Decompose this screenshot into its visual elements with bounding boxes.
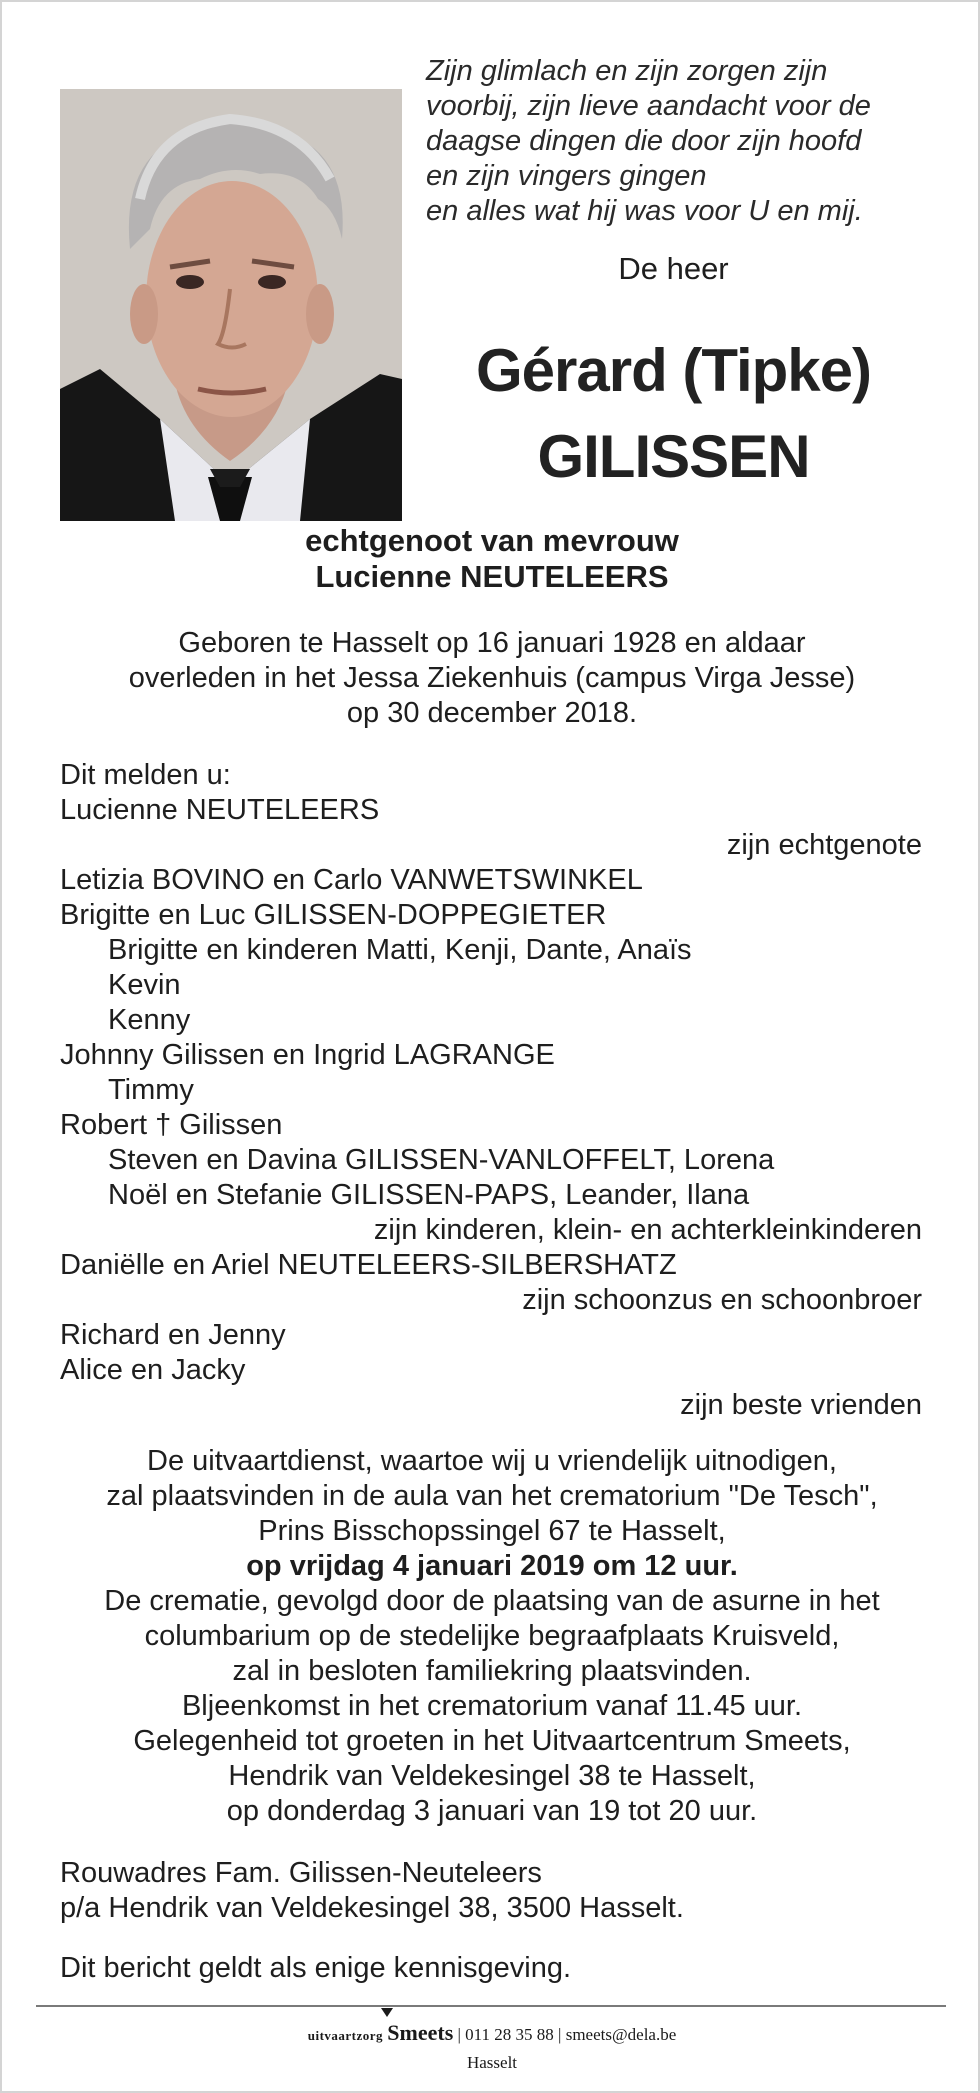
family-member: Robert † Gilissen — [60, 1109, 283, 1141]
family-member: Kenny — [108, 1004, 191, 1036]
birth-death-info — [2, 626, 980, 731]
info-line: Geboren te Hasselt op 16 januari 1928 en aldaar — [178, 627, 806, 659]
relation-label: zijn schoonzus en schoonbroer — [522, 1284, 922, 1316]
footer-city: Hasselt — [466, 2053, 518, 2072]
poem-line: Zijn glimlach en zijn zorgen zijn — [426, 55, 828, 87]
mourning-address — [60, 1856, 922, 1926]
service-line: De crematie, gevolgd door de plaatsing van de asurne in het — [104, 1585, 880, 1617]
brand-triangle-icon — [381, 2008, 393, 2017]
family-member: Brigitte en Luc GILISSEN-DOPPEGIETER — [60, 899, 607, 931]
last-name: GILISSEN — [537, 423, 810, 490]
service-line: zal plaatsvinden in de aula van het crematorium "De Tesch", — [106, 1480, 878, 1512]
service-date: op vrijdag 4 januari 2019 om 12 uur. — [246, 1550, 738, 1582]
funeral-service-info — [2, 1444, 980, 1829]
relation-label: zijn beste vrienden — [680, 1389, 922, 1421]
memorial-poem — [426, 54, 946, 229]
family-member: Kevin — [108, 969, 181, 1001]
poem-line: daagse dingen die door zijn hoofd — [426, 125, 862, 157]
phone-number: | 011 28 35 88 | — [457, 2025, 562, 2044]
service-line: Prins Bisschopssingel 67 te Hasselt, — [258, 1515, 726, 1547]
service-line: Hendrik van Veldekesingel 38 te Hasselt, — [228, 1760, 756, 1792]
address-line: Rouwadres Fam. Gilissen-Neuteleers — [60, 1857, 542, 1889]
service-line: Bljeenkomst in het crematorium vanaf 11.45 uur. — [181, 1690, 803, 1722]
relation-label: zijn kinderen, klein- en achterkleinkinderen — [373, 1214, 922, 1246]
family-member: Richard en Jenny — [60, 1319, 286, 1351]
email-link[interactable]: smeets@dela.be — [565, 2025, 677, 2044]
intro-line: Dit melden u: — [60, 759, 231, 791]
family-member: Letizia BOVINO en Carlo VANWETSWINKEL — [60, 864, 643, 896]
poem-line: en zijn vingers gingen — [426, 160, 707, 192]
info-line: overleden in het Jessa Ziekenhuis (campus Virga Jesse) — [128, 662, 856, 694]
funeral-home-footer — [2, 2018, 980, 2075]
deceased-name — [426, 328, 921, 500]
footer-contact-line — [2, 2018, 980, 2051]
first-name: Gérard (Tipke) — [475, 337, 871, 404]
family-member: Daniëlle en Ariel NEUTELEERS-SILBERSHATZ — [60, 1249, 677, 1281]
relation-label: zijn echtgenote — [726, 829, 922, 861]
info-line: op 30 december 2018. — [346, 697, 638, 729]
spouse-line: echtgenoot van mevrouw — [305, 523, 679, 558]
family-member: Johnny Gilissen en Ingrid LAGRANGE — [60, 1039, 555, 1071]
service-line: Gelegenheid tot groeten in het Uitvaartcentrum Smeets, — [133, 1725, 851, 1757]
service-line: op donderdag 3 januari van 19 tot 20 uur. — [226, 1795, 758, 1827]
poem-line: en alles wat hij was voor U en mij. — [426, 195, 863, 227]
service-line: zal in besloten familiekring plaatsvinden. — [232, 1655, 752, 1687]
brand-word: uitvaartzorg — [307, 2028, 384, 2043]
address-line: p/a Hendrik van Veldekesingel 38, 3500 Hasselt. — [60, 1892, 684, 1924]
poem-line: voorbij, zijn lieve aandacht voor de — [426, 90, 871, 122]
family-member: Noël en Stefanie GILISSEN-PAPS, Leander, Ilana — [108, 1179, 750, 1211]
service-line: columbarium op de stedelijke begraafplaats Kruisveld, — [144, 1620, 840, 1652]
family-member: Alice en Jacky — [60, 1354, 246, 1386]
portrait-photo — [60, 89, 402, 521]
notice-text: Dit bericht geldt als enige kennisgeving. — [60, 1952, 572, 1984]
spouse-name: Lucienne NEUTELEERS — [315, 559, 669, 594]
family-member: Brigitte en kinderen Matti, Kenji, Dante, Anaïs — [108, 934, 692, 966]
family-list — [60, 758, 922, 1423]
family-member: Timmy — [108, 1074, 194, 1106]
brand-name: Smeets — [387, 2020, 454, 2045]
spouse-block — [2, 523, 980, 595]
family-member: Lucienne NEUTELEERS — [60, 794, 380, 826]
service-line: De uitvaartdienst, waartoe wij u vriendelijk uitnodigen, — [147, 1445, 837, 1477]
brand-logo — [387, 2018, 453, 2050]
family-member: Steven en Davina GILISSEN-VANLOFFELT, Lorena — [108, 1144, 775, 1176]
portrait-illustration — [60, 89, 402, 521]
honorific: De heer — [618, 251, 729, 286]
footer-divider — [36, 2005, 946, 2007]
